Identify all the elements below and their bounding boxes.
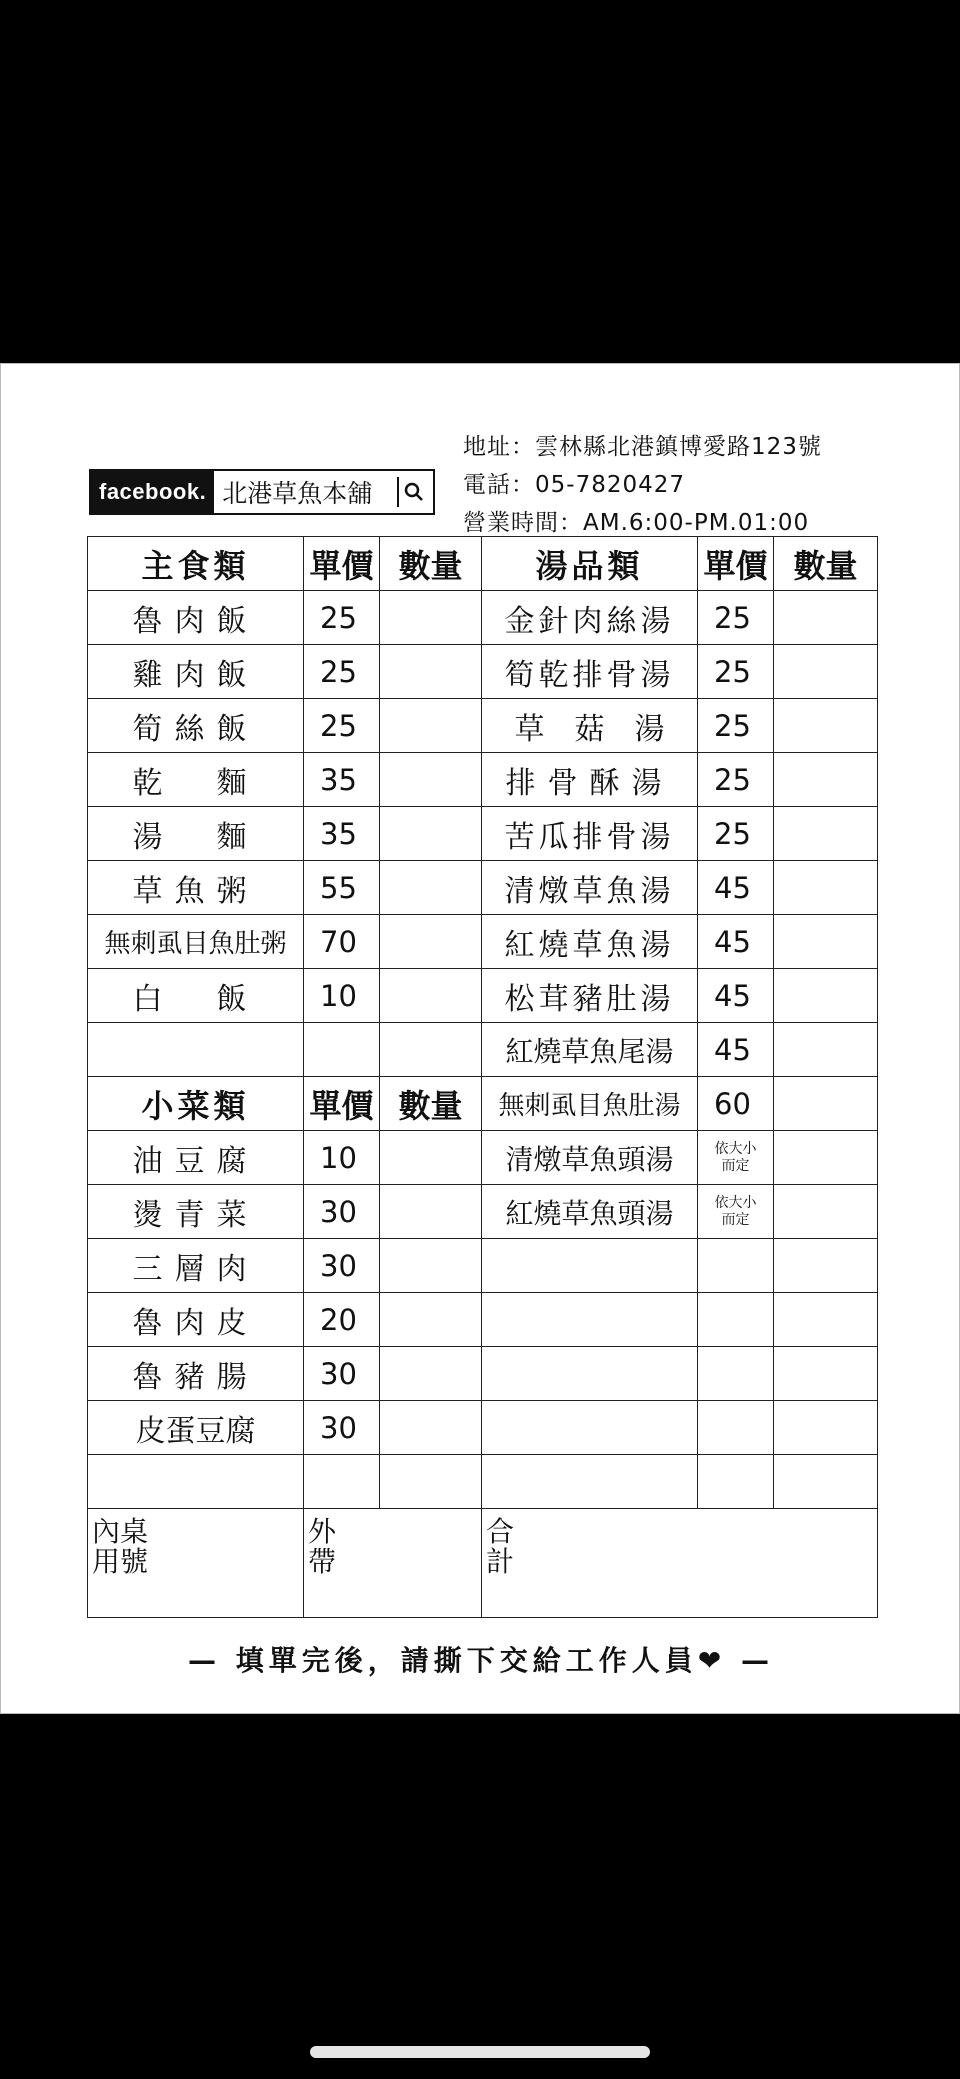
- menu-item-price: 45: [698, 969, 774, 1023]
- menu-item-name: 金針肉絲湯: [482, 591, 698, 645]
- menu-item-price: 25: [698, 753, 774, 807]
- menu-item-price: 25: [304, 591, 380, 645]
- menu-item-name: 苦瓜排骨湯: [482, 807, 698, 861]
- menu-item-name: 魯肉皮: [88, 1293, 304, 1347]
- menu-item-price: 45: [698, 861, 774, 915]
- empty-cell[interactable]: [304, 1455, 380, 1509]
- quantity-header: 數量: [774, 537, 878, 591]
- quantity-cell[interactable]: [380, 1131, 482, 1185]
- menu-item-name: 魯豬腸: [88, 1347, 304, 1401]
- instruction-note: — 填單完後，請撕下交給工作人員❤ —: [188, 1644, 774, 1677]
- quantity-cell[interactable]: [380, 645, 482, 699]
- quantity-cell[interactable]: [380, 915, 482, 969]
- quantity-cell[interactable]: [774, 699, 878, 753]
- menu-item-name: 草魚粥: [88, 861, 304, 915]
- menu-item-name: 湯 麵: [88, 807, 304, 861]
- takeout-field[interactable]: 外帶: [304, 1509, 482, 1618]
- table-row: [88, 861, 878, 915]
- table-row: [88, 1239, 878, 1293]
- order-sheet: [0, 363, 960, 1714]
- quantity-cell[interactable]: [380, 591, 482, 645]
- table-row: [88, 969, 878, 1023]
- empty-cell[interactable]: [380, 1023, 482, 1077]
- menu-item-name: 皮蛋豆腐: [88, 1401, 304, 1455]
- empty-cell[interactable]: [482, 1401, 698, 1455]
- quantity-header: 數量: [380, 537, 482, 591]
- quantity-cell[interactable]: [774, 1023, 878, 1077]
- empty-cell[interactable]: [774, 1239, 878, 1293]
- empty-cell[interactable]: [774, 1293, 878, 1347]
- empty-cell[interactable]: [482, 1347, 698, 1401]
- facebook-badge[interactable]: [89, 469, 435, 515]
- home-indicator[interactable]: [310, 2046, 650, 2058]
- menu-item-name: 雞肉飯: [88, 645, 304, 699]
- store-hours: 營業時間：AM.6:00-PM.01:00: [463, 510, 810, 536]
- quantity-cell[interactable]: [380, 1185, 482, 1239]
- menu-item-price: 55: [304, 861, 380, 915]
- empty-cell[interactable]: [482, 1239, 698, 1293]
- menu-item-name: 清燉草魚頭湯: [482, 1131, 698, 1185]
- quantity-cell[interactable]: [774, 591, 878, 645]
- menu-item-name: 三層肉: [88, 1239, 304, 1293]
- quantity-cell[interactable]: [380, 807, 482, 861]
- main-food-header: 主食類: [88, 537, 304, 591]
- unit-price-header: 單價: [304, 537, 380, 591]
- table-row: [88, 645, 878, 699]
- unit-price-header: 單價: [304, 1077, 380, 1131]
- menu-item-name: 無刺虱目魚肚湯: [482, 1077, 698, 1131]
- empty-cell[interactable]: [698, 1293, 774, 1347]
- menu-item-name: 筍乾排骨湯: [482, 645, 698, 699]
- facebook-logo: facebook.: [91, 471, 214, 513]
- table-row: [88, 753, 878, 807]
- menu-item-price: 30: [304, 1185, 380, 1239]
- menu-item-name: 無刺虱目魚肚粥: [88, 915, 304, 969]
- quantity-cell[interactable]: [380, 699, 482, 753]
- menu-item-price-note: 依大小而定: [698, 1185, 774, 1239]
- menu-item-name: 排骨酥湯: [482, 753, 698, 807]
- quantity-cell[interactable]: [380, 1401, 482, 1455]
- table-row: [88, 1131, 878, 1185]
- menu-item-price-note: 依大小而定: [698, 1131, 774, 1185]
- menu-item-price: 25: [698, 645, 774, 699]
- menu-item-price: 20: [304, 1293, 380, 1347]
- menu-item-price: 30: [304, 1347, 380, 1401]
- store-address: 地址：雲林縣北港鎮博愛路123號: [463, 434, 822, 460]
- empty-cell[interactable]: [698, 1239, 774, 1293]
- table-row: [88, 1293, 878, 1347]
- quantity-cell[interactable]: [380, 969, 482, 1023]
- table-row: [88, 807, 878, 861]
- menu-item-name: 松茸豬肚湯: [482, 969, 698, 1023]
- empty-cell[interactable]: [698, 1347, 774, 1401]
- total-field[interactable]: 合計: [482, 1509, 878, 1618]
- quantity-cell[interactable]: [774, 969, 878, 1023]
- table-row: [88, 1401, 878, 1455]
- menu-item-price: 35: [304, 753, 380, 807]
- menu-item-price: 10: [304, 969, 380, 1023]
- table-row: [88, 699, 878, 753]
- table-subheader-row: [88, 1077, 878, 1131]
- quantity-cell[interactable]: [774, 807, 878, 861]
- quantity-cell[interactable]: [380, 753, 482, 807]
- menu-item-name: 筍絲飯: [88, 699, 304, 753]
- quantity-cell[interactable]: [774, 915, 878, 969]
- quantity-cell[interactable]: [774, 645, 878, 699]
- order-table: [87, 536, 878, 1618]
- footer-row: [88, 1509, 878, 1618]
- menu-item-price: 30: [304, 1239, 380, 1293]
- menu-item-price: 25: [698, 699, 774, 753]
- menu-item-price: 60: [698, 1077, 774, 1131]
- search-icon[interactable]: [397, 477, 429, 507]
- quantity-cell[interactable]: [774, 1131, 878, 1185]
- quantity-cell[interactable]: [380, 861, 482, 915]
- menu-item-name: 魯肉飯: [88, 591, 304, 645]
- menu-item-name: 草 菇 湯: [482, 699, 698, 753]
- quantity-cell[interactable]: [380, 1347, 482, 1401]
- store-phone: 電話：05-7820427: [463, 472, 685, 498]
- empty-cell[interactable]: [774, 1455, 878, 1509]
- quantity-cell[interactable]: [380, 1239, 482, 1293]
- menu-item-name: 紅燒草魚湯: [482, 915, 698, 969]
- quantity-header: 數量: [380, 1077, 482, 1131]
- menu-item-price: 25: [698, 807, 774, 861]
- menu-item-price: 30: [304, 1401, 380, 1455]
- menu-item-price: 45: [698, 915, 774, 969]
- empty-cell[interactable]: [88, 1023, 304, 1077]
- facebook-page-name: 北港草魚本舖: [222, 479, 373, 508]
- unit-price-header: 單價: [698, 537, 774, 591]
- menu-item-name: 油豆腐: [88, 1131, 304, 1185]
- menu-item-price: 25: [304, 645, 380, 699]
- menu-item-name: 紅燒草魚頭湯: [482, 1185, 698, 1239]
- empty-cell[interactable]: [698, 1455, 774, 1509]
- quantity-cell[interactable]: [774, 1077, 878, 1131]
- menu-item-price: 10: [304, 1131, 380, 1185]
- menu-item-name: 清燉草魚湯: [482, 861, 698, 915]
- table-row: [88, 915, 878, 969]
- empty-cell[interactable]: [482, 1293, 698, 1347]
- menu-item-price: 25: [304, 699, 380, 753]
- menu-item-price: 35: [304, 807, 380, 861]
- quantity-cell[interactable]: [380, 1293, 482, 1347]
- empty-cell[interactable]: [774, 1347, 878, 1401]
- menu-item-name: 乾 麵: [88, 753, 304, 807]
- menu-item-name: 紅燒草魚尾湯: [482, 1023, 698, 1077]
- empty-cell[interactable]: [774, 1401, 878, 1455]
- table-row: [88, 591, 878, 645]
- quantity-cell[interactable]: [774, 861, 878, 915]
- table-row: [88, 1023, 878, 1077]
- empty-cell[interactable]: [380, 1455, 482, 1509]
- table-row: [88, 1185, 878, 1239]
- menu-item-price: 45: [698, 1023, 774, 1077]
- side-dish-header: 小菜類: [88, 1077, 304, 1131]
- menu-item-name: 白 飯: [88, 969, 304, 1023]
- empty-cell[interactable]: [698, 1401, 774, 1455]
- empty-cell[interactable]: [482, 1455, 698, 1509]
- table-row: [88, 1455, 878, 1509]
- table-row: [88, 1347, 878, 1401]
- quantity-cell[interactable]: [774, 753, 878, 807]
- dine-in-number-field[interactable]: 內桌用號: [88, 1509, 304, 1618]
- empty-cell[interactable]: [304, 1023, 380, 1077]
- empty-cell[interactable]: [88, 1455, 304, 1509]
- soup-header: 湯品類: [482, 537, 698, 591]
- menu-item-name: 燙青菜: [88, 1185, 304, 1239]
- menu-item-price: 25: [698, 591, 774, 645]
- menu-item-price: 70: [304, 915, 380, 969]
- quantity-cell[interactable]: [774, 1185, 878, 1239]
- table-header-row: [88, 537, 878, 591]
